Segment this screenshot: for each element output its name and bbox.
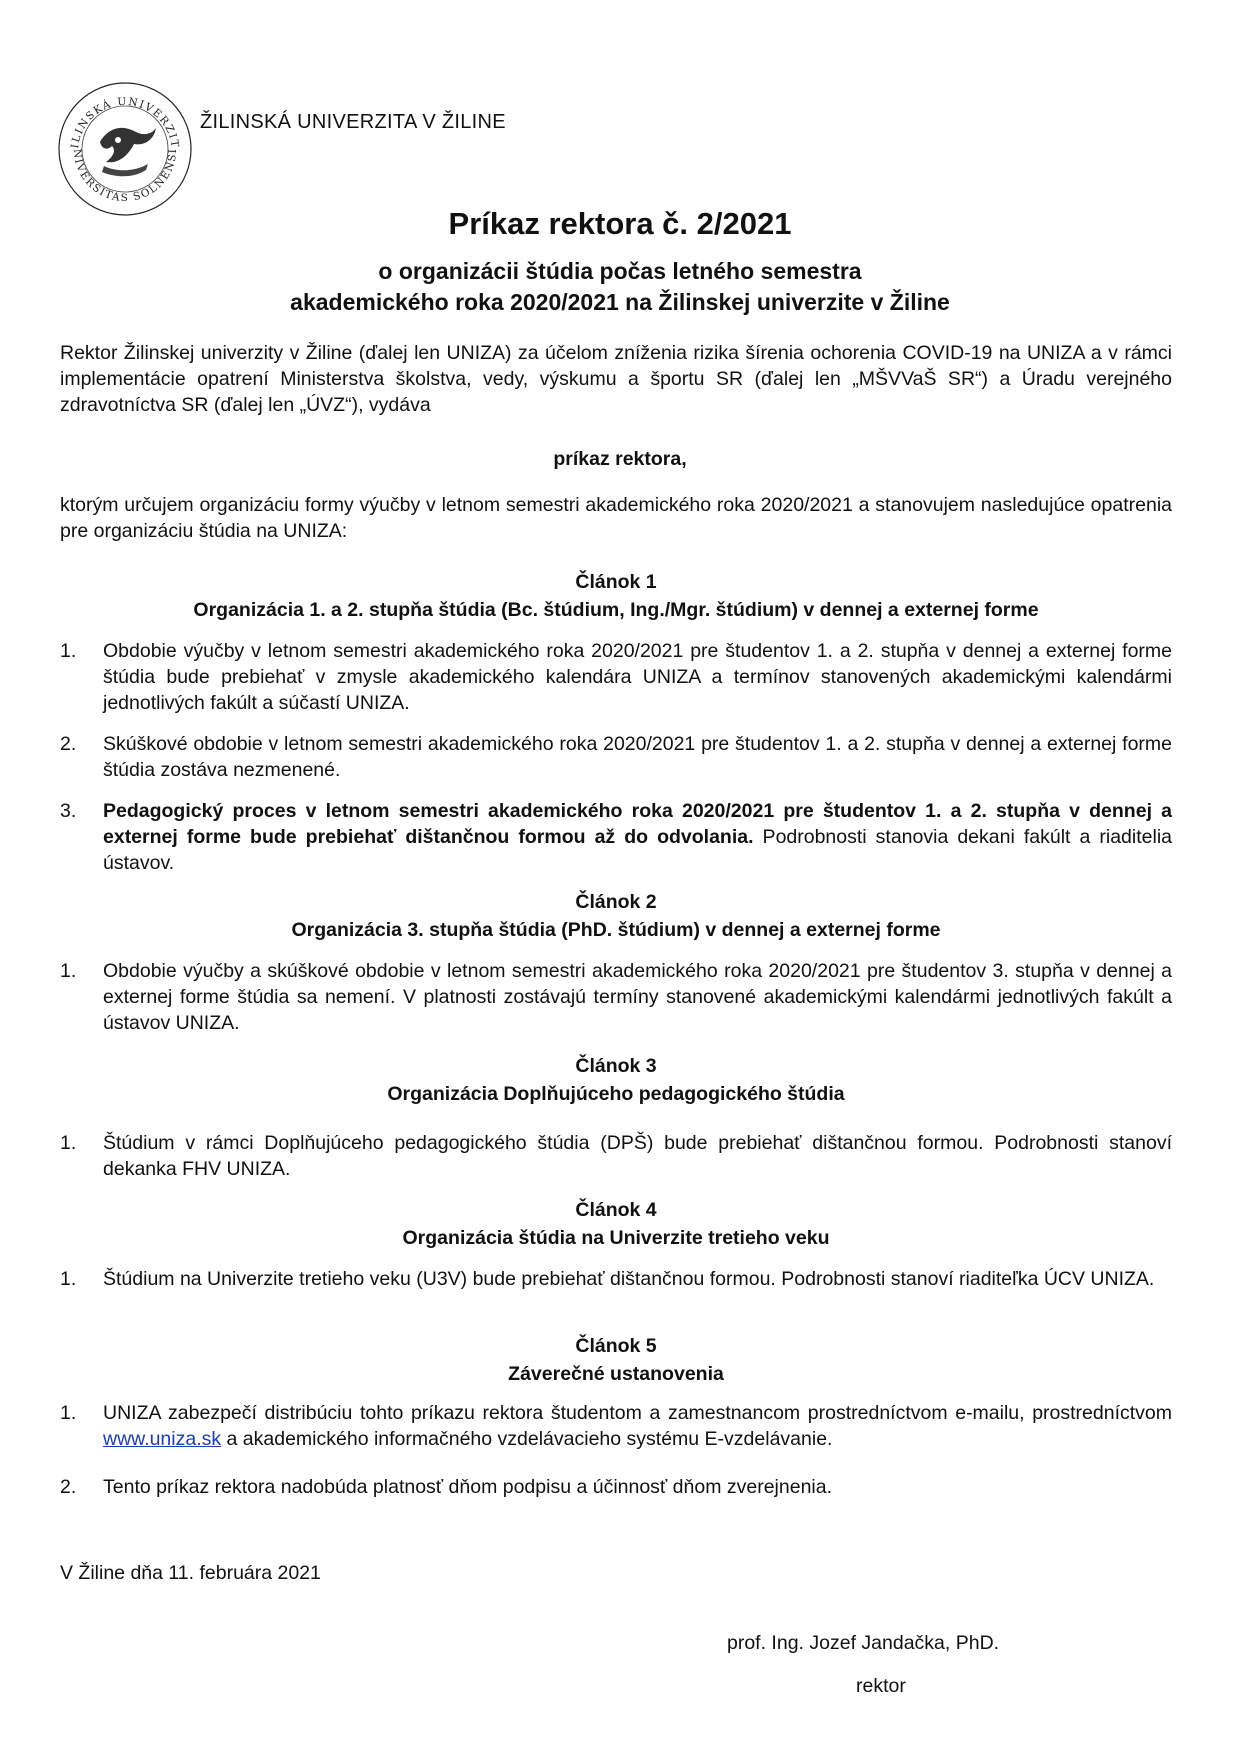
document-subtitle: [0, 256, 1240, 318]
date-line: V Žiline dňa 11. februára 2021: [60, 1562, 321, 1584]
item-text-regular: Podrobnosti stanovia dekani fakúlt a riaditelia ústavov.: [103, 826, 1173, 874]
document-title: Príkaz rektora č. 2/2021: [448, 206, 792, 241]
item-text: Obdobie výučby a skúškové obdobie v letnom semestri akademického roka 2020/2021 pre študentov 3. stupňa v dennej a externej forme štúdia sa nemení. V platnosti zostávajú termíny stanovené akademickými kalendármi jednotlivých fakúlt a ústavov UNIZA.: [103, 960, 1172, 1034]
article-4-header: [60, 1196, 1172, 1252]
item-text: [103, 1400, 1172, 1452]
article-1-header: [60, 568, 1172, 624]
article-5-header: [60, 1332, 1172, 1388]
item-text-part: UNIZA zabezpečí distribúciu tohto príkazu rektora študentom a zamestnancom prostredníctvom e-mailu, prostredníctvom: [103, 1402, 1172, 1424]
article-heading: Článok 4: [575, 1199, 657, 1221]
item-text: Tento príkaz rektora nadobúda platnosť dňom podpisu a účinnosť dňom zverejnenia.: [103, 1476, 833, 1498]
article-heading: Článok 5: [575, 1335, 657, 1357]
item-text: Obdobie výučby v letnom semestri akademického roka 2020/2021 pre študentov 1. a 2. stupňa v dennej a externej forme štúdia bude prebiehať v zmysle akademického kalendára UNIZA a termínov stanovených akademickými kalendármi jednotlivých fakúlt a súčastí UNIZA.: [103, 640, 1172, 714]
item-text: Štúdium v rámci Doplňujúceho pedagogického štúdia (DPŠ) bude prebiehať dištančnou formou. Podrobnosti stanoví dekanka FHV UNIZA.: [103, 1132, 1172, 1180]
subtitle-line-1: o organizácii štúdia počas letného semestra: [378, 258, 862, 284]
item-text: Štúdium na Univerzite tretieho veku (U3V) bude prebiehať dištančnou formou. Podrobnosti stanoví riaditeľka ÚCV UNIZA.: [103, 1268, 1155, 1290]
svg-text:ŽILINSKÁ UNIVERZITA: ILINSKÁ UNIVERZIT: [69, 95, 181, 150]
order-paragraph: ktorým určujem organizáciu formy výučby v letnom semestri akademického roka 2020/2021 a stanovujem nasledujúce opatrenia pre organizáciu štúdia na UNIZA:: [60, 494, 1172, 542]
item-number: 1.: [60, 1402, 77, 1424]
article-heading: Článok 3: [575, 1055, 657, 1077]
uniza-website-link[interactable]: www.uniza.sk: [103, 1428, 222, 1450]
order-label: príkaz rektora,: [553, 448, 687, 470]
item-number: 1.: [60, 960, 77, 982]
item-number: 1.: [60, 1268, 77, 1290]
item-number: 3.: [60, 800, 77, 822]
subtitle-line-2: akademického roka 2020/2021 na Žilinskej univerzite v Žiline: [290, 289, 950, 315]
article-2-header: [60, 888, 1172, 944]
article-heading: Článok 2: [575, 891, 657, 913]
signer-role: rektor: [856, 1675, 906, 1697]
intro-paragraph: Rektor Žilinskej univerzity v Žiline (ďalej len UNIZA) za účelom zníženia rizika šírenia ochorenia COVID-19 na UNIZA a v rámci implementácie opatrení Ministerstva školstva, vedy, výskumu a športu SR (ďalej len „MŠVVaŠ SR“) a Úradu verejného zdravotníctva SR (ďalej len „ÚVZ“), vydáva: [60, 342, 1172, 416]
article-title: Záverečné ustanovenia: [508, 1363, 724, 1385]
item-number: 1.: [60, 1132, 77, 1154]
article-title: Organizácia Doplňujúceho pedagogického štúdia: [387, 1083, 845, 1105]
article-title: Organizácia štúdia na Univerzite tretieho veku: [402, 1227, 830, 1249]
item-number: 2.: [60, 733, 77, 755]
article-title: Organizácia 3. stupňa štúdia (PhD. štúdium) v dennej a externej forme: [291, 919, 941, 941]
signer-name: prof. Ing. Jozef Jandačka, PhD.: [727, 1632, 1000, 1654]
item-text: [103, 798, 1172, 876]
item-text-bold: Pedagogický proces v letnom semestri akademického roka 2020/2021 pre študentov 1. a 2. stupňa v dennej a externej forme bude prebiehať dištančnou formou až do odvolania.: [103, 800, 1172, 848]
item-text: Skúškové obdobie v letnom semestri akademického roka 2020/2021 pre študentov 1. a 2. stupňa v dennej a externej forme štúdia zostáva nezmenené.: [103, 733, 1172, 781]
university-seal-logo: [56, 80, 194, 218]
item-number: 1.: [60, 640, 77, 662]
item-number: 2.: [60, 1476, 77, 1498]
svg-text:UNIVERSITAS SOLNENSIS: NIVERSITAS SOLNENSI: [70, 147, 180, 205]
item-text-part: a akademického informačného vzdelávacieho systému E-vzdelávanie.: [221, 1428, 833, 1450]
article-title: Organizácia 1. a 2. stupňa štúdia (Bc. štúdium, Ing./Mgr. štúdium) v dennej a externej forme: [193, 599, 1039, 621]
article-3-header: [60, 1052, 1172, 1108]
article-heading: Článok 1: [575, 571, 657, 593]
university-name: ŽILINSKÁ UNIVERZITA V ŽILINE: [200, 111, 506, 133]
